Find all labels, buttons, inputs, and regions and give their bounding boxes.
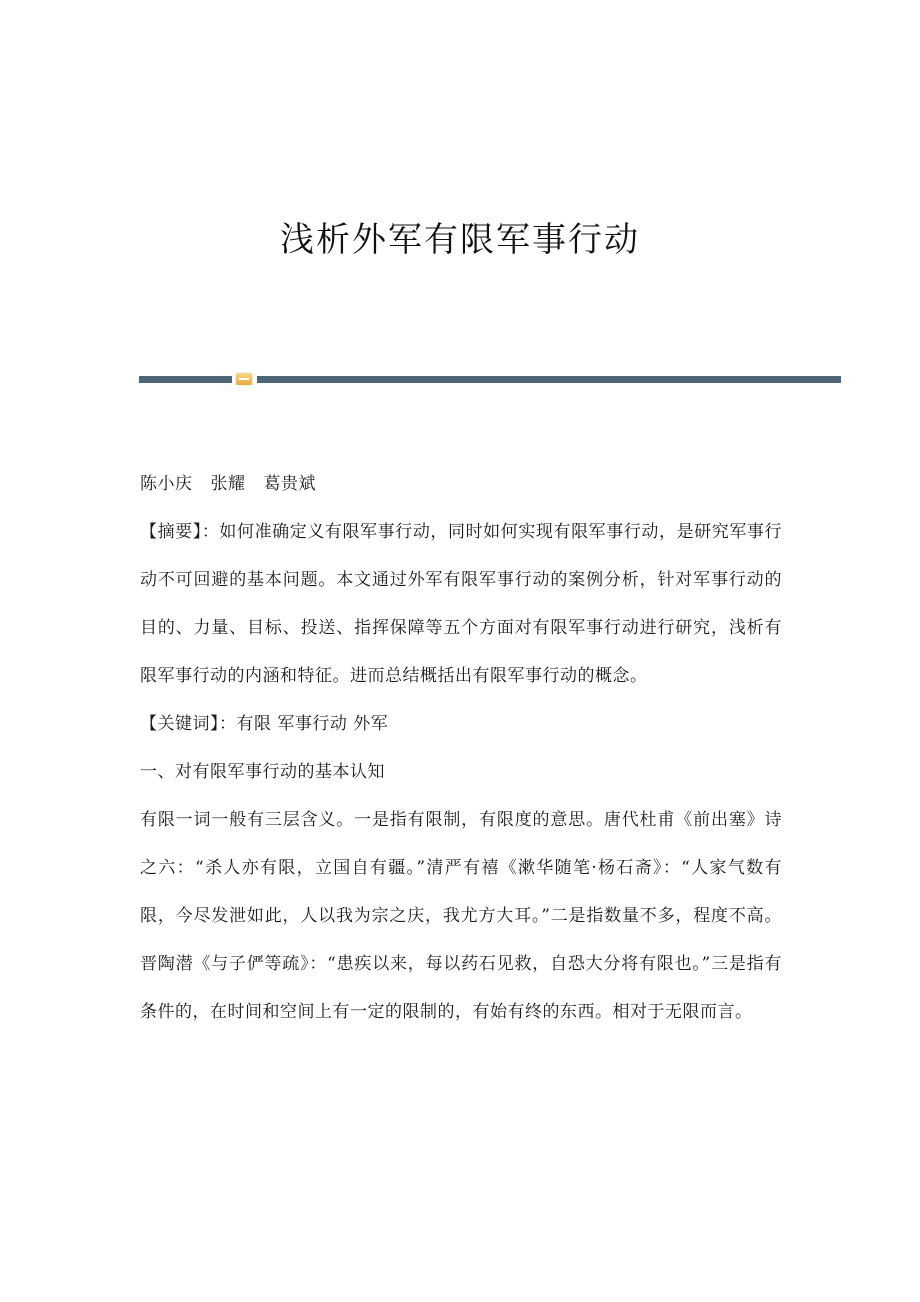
keywords — [140, 700, 782, 748]
abstract-text: 如何准确定义有限军事行动，同时如何实现有限军事行动，是研究军事行动不可回避的基本问题。本文通过外军有限军事行动的案例分析，针对军事行动的目的、力量、目标、投送、指挥保障等五个方面对有限军事行动进行研究，浅析有限军事行动的内涵和特征。进而总结概括出有限军事行动的概念。 — [140, 522, 783, 686]
author-list — [140, 460, 782, 508]
divider-ornament-icon — [236, 373, 252, 385]
keywords-text: 有限 军事行动 外军 — [236, 714, 389, 734]
abstract-label: 【摘要】： — [140, 522, 220, 542]
document-body — [140, 460, 782, 1036]
title-divider — [139, 373, 841, 387]
abstract — [140, 508, 782, 700]
author-name: 葛贵斌 — [263, 474, 316, 494]
divider-bar-right — [257, 376, 841, 383]
author-name: 陈小庆 — [140, 474, 193, 494]
keywords-label: 【关键词】： — [140, 714, 237, 734]
section-heading: 一、对有限军事行动的基本认知 — [140, 762, 385, 782]
author-name: 张耀 — [210, 474, 246, 494]
document-title: 浅析外军有限军事行动 — [280, 220, 640, 260]
body-paragraph: 有限一词一般有三层含义。一是指有限制，有限度的意思。唐代杜甫《前出塞》诗之六：“杀人亦有限，立国自有疆。”清严有禧《漱华随笔·杨石斋》：“人家气数有限，今尽发泄如此，人以我为宗之庆，我尤方大耳。”二是指数量不多，程度不高。晋陶潜《与子俨等疏》：“患疾以来，每以药石见救，自恐大分将有限也。”三是指有条件的，在时间和空间上有一定的限制的，有始有终的东西。相对于无限而言。 — [140, 810, 782, 1022]
divider-bar-left — [139, 376, 232, 383]
